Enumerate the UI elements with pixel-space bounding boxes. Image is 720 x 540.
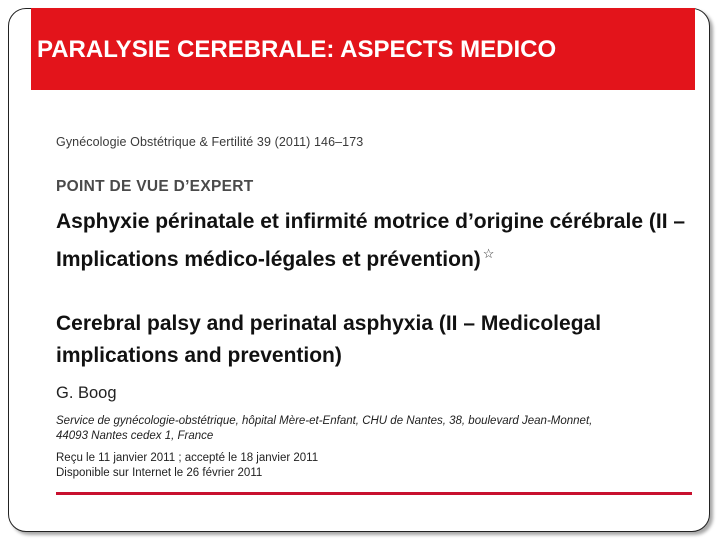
author-affiliation: Service de gynécologie-obstétrique, hôpital Mère-et-Enfant, CHU de Nantes, 38, boulevard Jean-Monnet, 44093 Nantes cedex 1, France (56, 415, 593, 442)
article-dates (56, 451, 318, 481)
slide-title-line1: PARALYSIE CEREBRALE: ASPECTS MEDICO (37, 36, 557, 63)
slide-title (37, 0, 687, 182)
article-title-french (56, 206, 696, 276)
received-date: Reçu le 11 janvier 2011 ; accepté le 18 janvier 2011 (56, 452, 319, 464)
article-title-french-text: Asphyxie périnatale et infirmité motrice d’origine cérébrale (II – Implications médico-légales et prévention) (56, 210, 686, 271)
accent-divider (56, 492, 692, 495)
star-note-icon: ☆ (482, 246, 495, 261)
slide-title-line2: -LEGAIS (37, 114, 135, 141)
section-label: POINT DE VUE D’EXPERT (56, 178, 254, 195)
slide-title-banner (31, 8, 695, 141)
article-title-english: Cerebral palsy and perinatal asphyxia (II – Medicolegal implications and prevention) (56, 312, 602, 367)
journal-citation: Gynécologie Obstétrique & Fertilité 39 (2011) 146–173 (56, 135, 364, 149)
article-author: G. Boog (56, 384, 117, 402)
available-date: Disponible sur Internet le 26 février 2011 (56, 467, 263, 479)
